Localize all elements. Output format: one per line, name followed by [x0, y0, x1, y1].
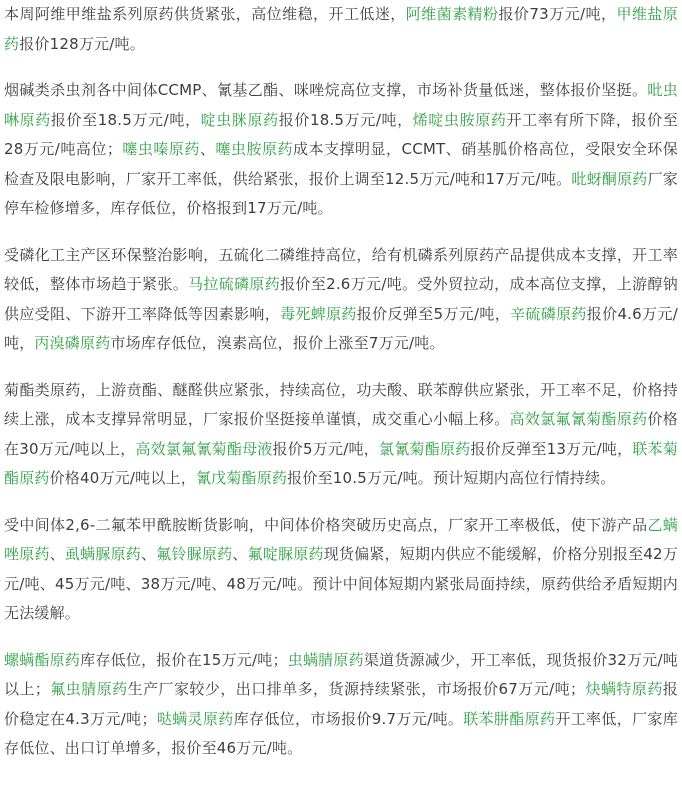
text-run: 受磷化工主产区环保整治影响，五硫化二磷维持高位，给有机磷系列原药产品提供成本支撑，开工率较低，整体市场趋于紧张。 — [4, 245, 678, 293]
product-name-highlight: 高效氯氟氰菊酯母液 — [135, 439, 273, 458]
paragraph-avermectin — [4, 0, 678, 59]
product-name-highlight: 螺螨酯原药 — [4, 650, 81, 669]
product-name-highlight: 氟啶脲原药 — [247, 545, 324, 563]
text-run: 、 — [141, 545, 157, 563]
text-run: 生产厂家较少，出口排单多，货源持续紧张，市场报价67万元/吨； — [127, 680, 586, 698]
text-run: 库存低位，报价在15万元/吨； — [80, 650, 288, 669]
text-run: 现货偏紧，短期内供应不能缓解，价格分别报至42万元/吨、45万元/吨、38万元/吨、48万元/吨。预计中间体短期内紧张局面持续，原药供给矛盾短期内无法缓解。 — [4, 545, 679, 622]
text-run: 报价128万元/吨。 — [19, 34, 145, 53]
text-run: 报价4.6万元/吨， — [4, 304, 678, 352]
text-run: 市场库存低位，溴素高位，报价上涨至7万元/吨。 — [110, 334, 445, 352]
product-name-highlight: 丙溴磷原药 — [34, 334, 111, 352]
text-run: 、 — [199, 140, 216, 158]
product-name-highlight: 氰戊菊酯原药 — [195, 469, 288, 487]
paragraph-benzoylurea — [4, 511, 678, 629]
product-name-highlight: 氟铃脲原药 — [156, 545, 233, 563]
product-name-highlight: 毒死蜱原药 — [280, 304, 357, 323]
product-name-highlight: 烯啶虫胺原药 — [412, 110, 507, 129]
text-run: 渠道货源减少，开工率低，现货报价32万元/吨以上； — [4, 650, 678, 698]
product-name-highlight: 辛硫磷原药 — [510, 304, 587, 323]
product-name-highlight: 氯氰菊酯原药 — [379, 439, 471, 458]
product-name-highlight: 联苯肼酯原药 — [463, 709, 556, 728]
text-run: 菊酯类原药，上游贲酯、醚醛供应紧张，持续高位，功夫酸、联苯醇供应紧张，开工率不足，价格持续上涨，成本支撑异常明显，厂家报价坚挺接单谨慎，成交重心小幅上移。 — [4, 380, 678, 428]
text-run: 报价至10.5万元/吨。预计短期内高位行情持续。 — [287, 469, 616, 487]
text-run: 成本支撑明显，CCMT、硝基胍价格高位，受限安全环保检查及限电影响，厂家开工率低，供给紧张，报价上调至12.5万元/吨和17万元/吨。 — [4, 140, 678, 188]
text-run: 烟碱类杀虫剂各中间体CCMP、氰基乙酯、咪唑烷高位支撑，市场补货量低迷，整体报价坚挺。 — [4, 81, 648, 99]
product-name-highlight: 啶虫脒原药 — [200, 110, 279, 129]
product-name-highlight: 炔螨特原药 — [585, 680, 663, 698]
text-run: 开工率有所下降，报价至28万元/吨高位； — [4, 110, 679, 158]
product-name-highlight: 虫螨腈原药 — [287, 650, 364, 669]
product-name-highlight: 吡虫啉原药 — [4, 81, 678, 129]
product-name-highlight: 甲维盐原药 — [4, 5, 678, 53]
text-run: 报价5万元/吨， — [272, 439, 380, 458]
product-name-highlight: 虱螨脲原药 — [64, 545, 142, 563]
text-run: 报价反弹至13万元/吨， — [470, 439, 633, 458]
product-name-highlight: 氟虫腈原药 — [50, 680, 128, 698]
text-run: 报价73万元/吨， — [498, 5, 617, 23]
paragraph-acaricide — [4, 646, 678, 764]
paragraph-neonicotinoid — [4, 76, 678, 224]
product-name-highlight: 乙螨唑原药 — [4, 515, 679, 563]
text-run: 本周阿维甲维盐系列原药供货紧张，高位维稳，开工低迷， — [4, 5, 406, 23]
paragraph-organophosphate — [4, 241, 678, 359]
text-run: 报价18.5万元/吨， — [278, 110, 413, 129]
text-run: 报价至2.6万元/吨。受外贸拉动，成本高位支撑，上游醇钠供应受阻、下游开工率降低等因素影响， — [4, 275, 679, 323]
text-run: 、 — [49, 545, 65, 563]
product-name-highlight: 阿维菌素精粉 — [405, 5, 499, 23]
product-name-highlight: 马拉硫磷原药 — [188, 275, 281, 293]
text-run: 受中间体2,6-二氟苯甲酰胺断货影响，中间体价格突破历史高点，厂家开工率极低，使下游产品 — [4, 515, 648, 534]
product-name-highlight: 高效氯氟氰菊酯原药 — [509, 410, 648, 428]
text-run: 价格在30万元/吨以上， — [4, 410, 678, 458]
product-name-highlight: 吡蚜酮原药 — [571, 169, 648, 188]
text-run: 、 — [232, 545, 248, 563]
product-name-highlight: 噻虫胺原药 — [215, 140, 293, 158]
text-run: 报价稳定在4.3万元/吨； — [4, 680, 678, 728]
text-run: 厂家停车检修增多，库存低位，价格报到17万元/吨。 — [4, 169, 679, 217]
text-run: 价格40万元/吨以上， — [49, 469, 196, 487]
text-run: 开工率低，厂家库存低位、出口订单增多，报价至46万元/吨。 — [4, 709, 679, 757]
text-run: 报价至18.5万元/吨， — [50, 110, 201, 129]
product-name-highlight: 哒螨灵原药 — [156, 709, 234, 728]
product-name-highlight: 噻虫嗪原药 — [122, 140, 200, 158]
product-name-highlight: 联苯菊酯原药 — [4, 439, 678, 487]
text-run: 库存低位，市场报价9.7万元/吨。 — [233, 709, 464, 728]
paragraph-pyrethroid — [4, 376, 678, 494]
text-run: 报价反弹至5万元/吨， — [356, 304, 511, 323]
